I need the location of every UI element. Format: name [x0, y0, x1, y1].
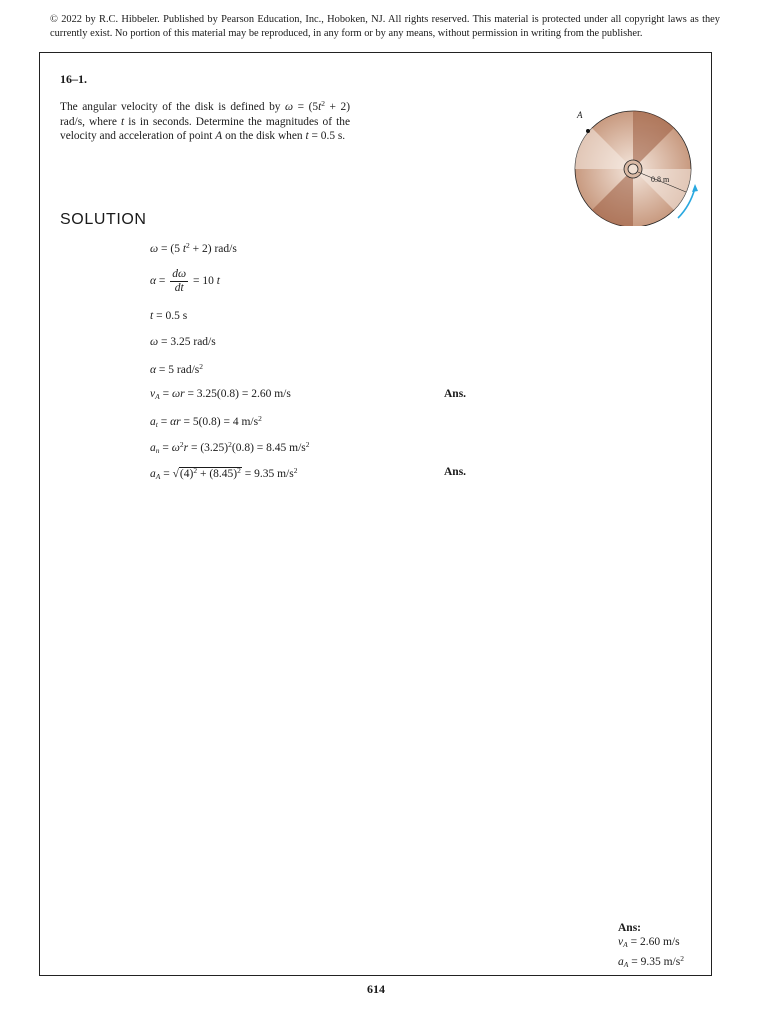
point-a-marker — [586, 129, 590, 133]
equation-alpha-derivative: α = $\frac{d\omega}{dt}$ = 10 t — [150, 268, 220, 294]
answer-summary — [618, 921, 684, 972]
equation-time: t = 0.5 s — [150, 310, 188, 322]
problem-frame — [39, 52, 712, 976]
equation-alpha-value: α = 5 rad/$s^2$ — [150, 362, 204, 376]
copyright-notice: © 2022 by R.C. Hibbeler. Published by Pearson Education, Inc., Hoboken, NJ. All rights reserved. This material is protected under all copyright laws as they currently exist. No portion of this material may be reproduced, in any form or by any means, without permission in writing from the publisher. — [50, 14, 720, 39]
equation-tangential-accel: $a_t = \alpha r = 5(0.8) = 4$ $m/s^2$ — [150, 414, 262, 429]
equation-total-accel: $a_A = √(4)^2 + (8.45)^2 = 9.35$ $m/s^2$ — [150, 466, 298, 481]
answer-summary-velocity: $v_A = 2.60$ m/s — [618, 936, 680, 949]
answer-summary-title: Ans: — [618, 922, 642, 934]
solution-heading: SOLUTION — [60, 211, 147, 228]
equation-omega: ω = (5 $t^2 + 2$) rad/s — [150, 241, 237, 255]
page-number: 614 — [367, 982, 385, 996]
answer-marker-velocity: Ans. — [444, 388, 467, 400]
rotation-arrowhead — [692, 184, 698, 192]
answer-marker-acceleration: Ans. — [444, 466, 467, 478]
equation-omega-value: ω = 3.25 rad/s — [150, 336, 216, 348]
problem-statement: The angular velocity of the disk is defined by $\omega = (5t^2 + 2)$ rad/s, where t is in seconds. Determine the magnitudes of the velocity and acceleration of point A on the disk when t = 0.5 s. — [60, 99, 351, 142]
point-a-label: A — [577, 110, 583, 120]
disk-hub-inner — [628, 164, 638, 174]
equation-velocity: $v_A = \omega r = 3.25(0.8) = 2.60$ m/s — [150, 388, 291, 401]
equation-normal-accel: $a_n = \omega^2r = (3.25)^2(0.8) = 8.45$ $m/s^2$ — [150, 440, 310, 455]
answer-summary-acceleration: $a_A = 9.35$ $m/s^2$ — [618, 954, 684, 969]
disk-figure — [568, 96, 708, 226]
radius-label: 0.8 m — [651, 175, 670, 184]
problem-number: 16–1. — [60, 72, 87, 86]
